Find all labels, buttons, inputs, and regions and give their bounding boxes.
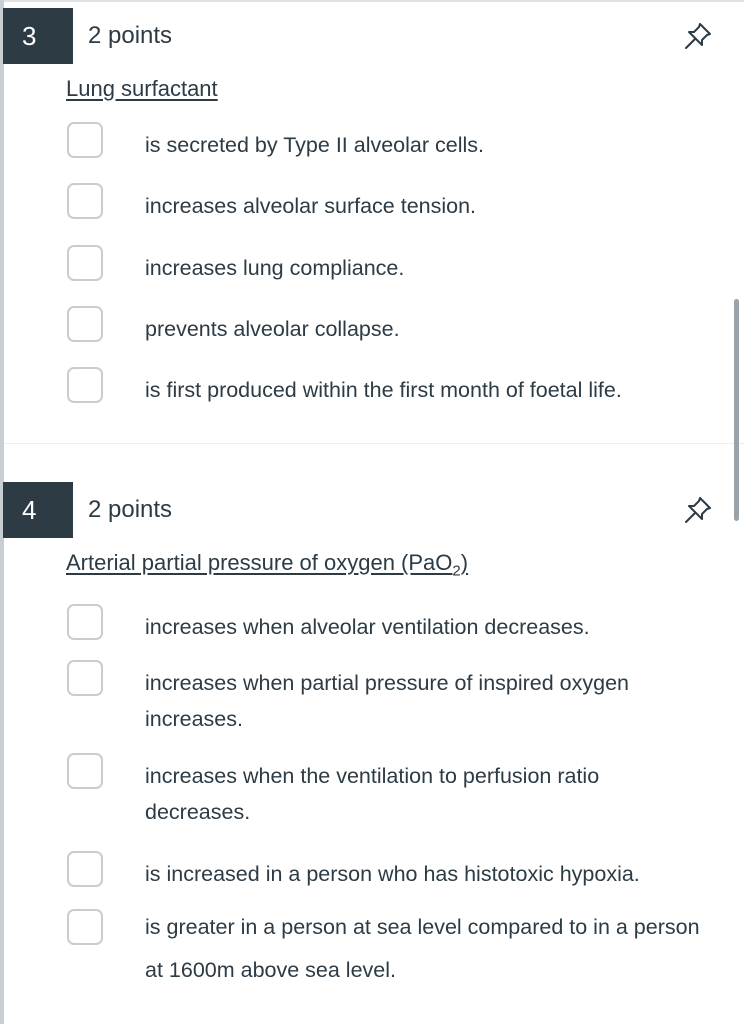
question-divider bbox=[4, 443, 744, 444]
question-text: Lung surfactant bbox=[66, 76, 218, 101]
answer-label: is increased in a person who has histotoxic hypoxia. bbox=[145, 862, 640, 886]
question-number: 3 bbox=[3, 8, 73, 64]
pin-icon[interactable] bbox=[682, 20, 714, 52]
answer-label: is first produced within the first month of foetal life. bbox=[145, 378, 622, 402]
question-points: 2 points bbox=[88, 22, 173, 49]
answer-label: is secreted by Type II alveolar cells. bbox=[145, 133, 484, 157]
answer-checkbox[interactable] bbox=[67, 122, 103, 158]
pin-icon[interactable] bbox=[682, 494, 714, 526]
question-number: 4 bbox=[3, 482, 73, 538]
answer-label: increases alveolar surface tension. bbox=[145, 194, 477, 218]
question-points: 2 points bbox=[88, 496, 173, 523]
answer-checkbox[interactable] bbox=[67, 183, 103, 219]
question-text-end: ) bbox=[460, 550, 469, 575]
answer-checkbox[interactable] bbox=[67, 660, 103, 696]
question-text-subscript: 2 bbox=[452, 562, 461, 580]
answer-checkbox[interactable] bbox=[67, 306, 103, 342]
answer-checkbox[interactable] bbox=[67, 753, 103, 789]
answer-label: increases lung compliance. bbox=[145, 256, 405, 280]
answer-label: prevents alveolar collapse. bbox=[145, 317, 400, 341]
question-text bbox=[66, 550, 468, 579]
answer-label: is greater in a person at sea level compared to in a person at 1600m above sea level. bbox=[145, 915, 700, 982]
answer-label: increases when partial pressure of inspired oxygen increases. bbox=[145, 671, 630, 731]
answer-checkbox[interactable] bbox=[67, 367, 103, 403]
top-border bbox=[0, 0, 744, 2]
answer-checkbox[interactable] bbox=[67, 851, 103, 887]
question-text-main: Arterial partial pressure of oxygen (PaO bbox=[66, 550, 453, 575]
answer-checkbox[interactable] bbox=[67, 909, 103, 945]
scrollbar[interactable] bbox=[734, 299, 739, 521]
answer-checkbox[interactable] bbox=[67, 245, 103, 281]
answer-label: increases when alveolar ventilation decreases. bbox=[145, 615, 590, 639]
answer-label: increases when the ventilation to perfusion ratio decreases. bbox=[145, 764, 600, 824]
answer-checkbox[interactable] bbox=[67, 604, 103, 640]
